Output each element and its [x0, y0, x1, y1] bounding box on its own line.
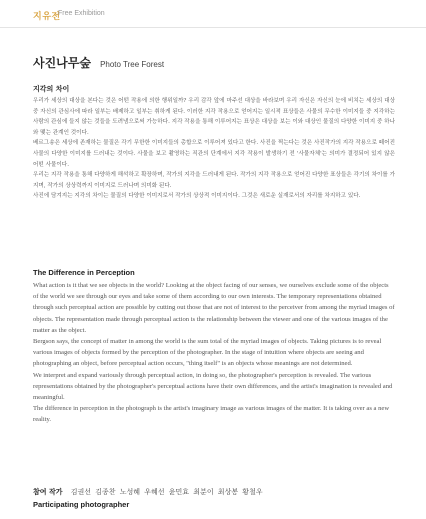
exhibition-title-ko: 사진나무숲 [33, 56, 91, 70]
english-paragraph: The difference in perception in the photograph is the artist's imaginary image as various images of the matter. It is taking over as a new reality. [33, 405, 390, 424]
exhibition-title [33, 52, 164, 71]
english-paragraph: Bergson says, the concept of matter in among the world is the sum total of the myriad images of objects. Taking pictures is to reveal various images of objects formed by the perception of the photographer. In the stage of intuition where objects are seeing and photographing an object, before perceptual action occurs, "thing itself" is an objects whose meanings are not determined. [33, 338, 382, 368]
korean-paragraph: 우리는 지각 작용을 통해 다양하게 해석하고 확장하며, 작가의 지각을 드러내게 된다. 작가의 지각 작용으로 얻어진 다양한 표상들은 각기의 차이를 가지며, 작가의 상상력까지 이미지로 드러나며 의미화 된다. [33, 172, 395, 189]
english-section-heading: The Difference in Perception [33, 268, 135, 277]
korean-paragraph: 사진에 담겨지는 지각의 차이는 물질의 다양한 이미지로서 작가의 상상적 이미지이다. 그것은 새로운 실재로서의 자리를 차지하고 있다. [33, 193, 361, 200]
participants-label-en: Participating photographer [33, 500, 130, 509]
page-header [0, 0, 426, 28]
english-paragraph: What action is it that we see objects in the world? Looking at the object facing of our senses, we ourselves exclude some of the objects of the world we see through our eyes and take some of them according to our own interests. The temporary representations obtained through such perceptual action are possible by cutting out those that are not of interest to the perceiver from among the myriad images of objects. The representation made through perceptual action is the relationship between the viewer and one of the various images of the matter as the object. [33, 282, 395, 334]
participants-names: 김권선 김종찬 노성혜 우혜선 윤민효 최분이 최상봉 황철우 [70, 488, 263, 496]
participants-label: 참여 작가 [33, 488, 63, 496]
category-label: 지유전 [33, 12, 61, 22]
korean-paragraph: 베르그송은 세상에 존재하는 물질은 각기 무한한 이미지들의 총합으로 이루어져 있다고 한다. 사진을 찍는다는 것은 사진작가의 지각 작용으로 떼어진 사물의 다양한 이미지를 드러내는 것이다. 사물을 보고 촬영하는 직관의 단계에서 지각 작용이 발생하기 전 '사물자체'는 의미가 결정되어 있지 않은 어떤 사물이다. [33, 140, 395, 168]
exhibition-title-en: Photo Tree Forest [100, 60, 165, 69]
participants-row [33, 487, 263, 497]
korean-section-body [33, 96, 395, 202]
english-paragraph: We interpret and expand variously through perceptual action, in doing so, the photographer's perception is revealed. The various representations obtained by the photographer's perceptual actions have their own differences, and the artist's imagination is revealed and meaningful. [33, 371, 393, 402]
korean-paragraph: 우리가 세상의 대상을 본다는 것은 어떤 작용에 의한 행위일까? 우리 감각 앞에 마주선 대상을 바라보며 우리 자신은 자신의 눈에 비치는 세상의 대상 중 자신의 관심사에 따라 일부는 배제하고 일부는 취하게 된다. 이러한 지각 작용으로 얻어지는 일시적 표상들은 사물의 무수한 이미지들 중 지각하는 사람의 관심에 들지 않는 것들을 도려냄으로써 가능하다. 지각 작용을 통해 이루어지는 표상은 대상을 보는 이와 대상인 물질의 다양한 이미지 중 하나와 맺는 관계인 것이다. [33, 98, 395, 136]
english-section-body [33, 280, 395, 426]
korean-section-heading: 지각의 차이 [33, 85, 70, 93]
category-label-en: Free Exhibition [58, 10, 105, 17]
